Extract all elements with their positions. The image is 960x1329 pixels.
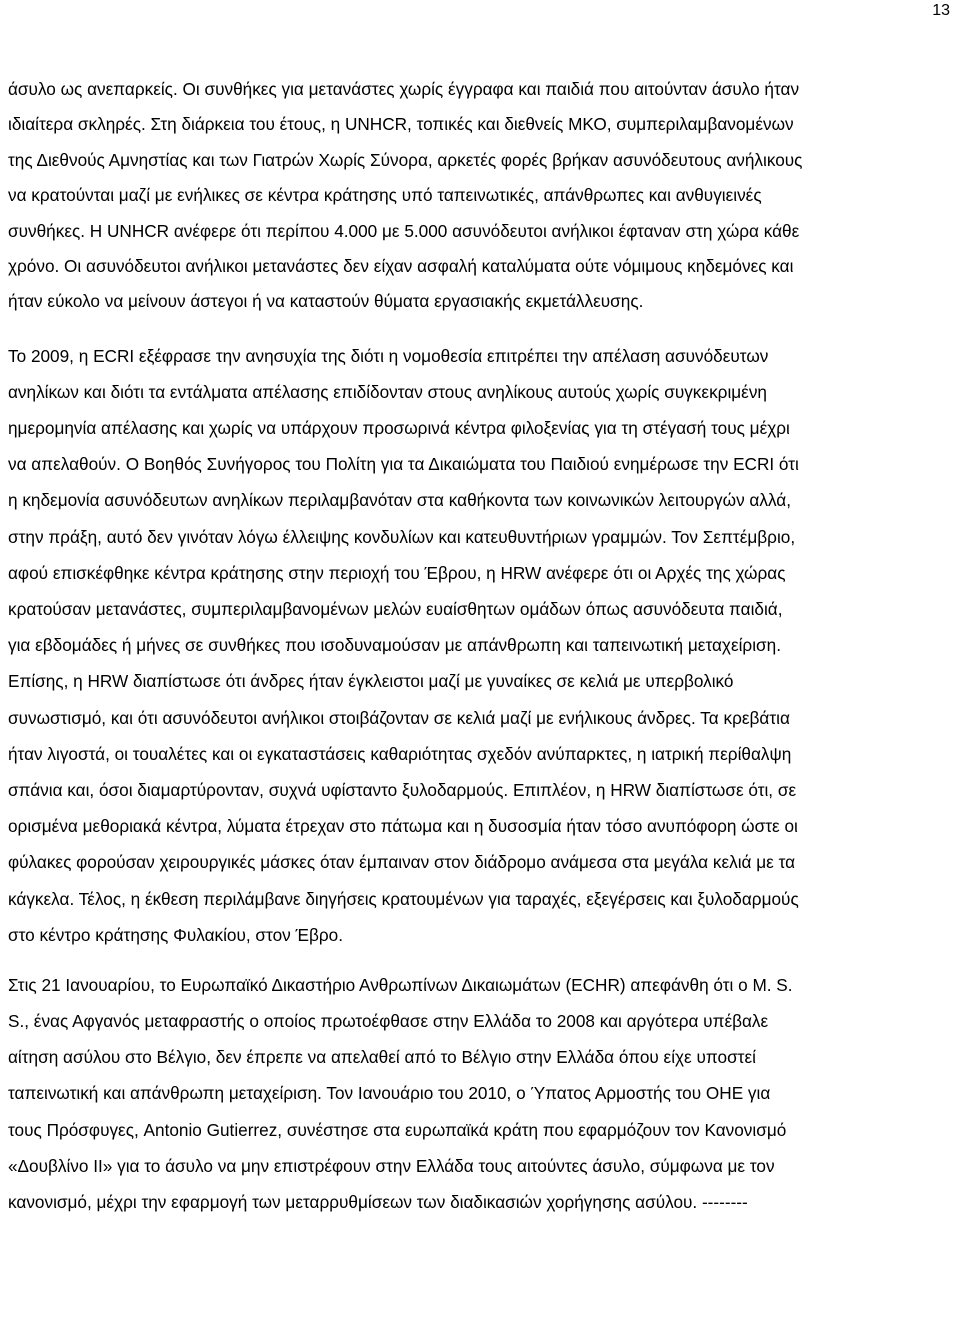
text-line: Στις 21 Ιανουαρίου, το Ευρωπαϊκό Δικαστήριο Ανθρωπίνων Δικαιωμάτων (ECHR) απεφάνθη ότι ο Μ. S. bbox=[8, 974, 793, 995]
text-line: ιδιαίτερα σκληρές. Στη διάρκεια του έτους, η UNHCR, τοπικές και διεθνείς ΜΚΟ, συμπεριλαμβανομένων bbox=[8, 114, 794, 135]
text-line: ορισμένα μεθοριακά κέντρα, λύματα έτρεχαν στο πάτωμα και η δυσοσμία ήταν τόσο ανυπόφορη ώστε οι bbox=[8, 816, 798, 837]
text-line: στην πράξη, αυτό δεν γινόταν λόγω έλλειψης κονδυλίων και κατευθυντήριων γραμμών. Τον Σεπτέμβριο, bbox=[8, 526, 796, 547]
text-line: ήταν εύκολο να μείνουν άστεγοι ή να καταστούν θύματα εργασιακής εκμετάλλευσης. bbox=[8, 291, 644, 312]
text-line: αφού επισκέφθηκε κέντρα κράτησης στην περιοχή του Έβρου, η HRW ανέφερε ότι οι Αρχές της χώρας bbox=[8, 562, 786, 583]
document-body bbox=[8, 72, 952, 1220]
text-line: συνωστισμό, και ότι ασυνόδευτοι ανήλικοι στοιβάζονταν σε κελιά μαζί με ενήλικους άνδρες. Τα κρεβάτια bbox=[8, 707, 790, 728]
paragraph-gap bbox=[8, 953, 952, 967]
paragraph-gap bbox=[8, 320, 952, 338]
paragraph-1 bbox=[8, 72, 952, 320]
paragraph-3 bbox=[8, 967, 952, 1220]
text-line: σπάνια και, όσοι διαμαρτύρονταν, συχνά υφίσταντο ξυλοδαρμούς. Επιπλέον, η HRW διαπίστωσε ότι, σε bbox=[8, 779, 797, 800]
text-line: της Διεθνούς Αμνηστίας και των Γιατρών Χωρίς Σύνορα, αρκετές φορές βρήκαν ασυνόδευτους ανήλικους bbox=[8, 149, 803, 170]
text-line: άσυλο ως ανεπαρκείς. Οι συνθήκες για μετανάστες χωρίς έγγραφα και παιδιά που αιτούνταν άσυλο ήταν bbox=[8, 79, 800, 99]
text-line: τους Πρόσφυγες, Antonio Gutierrez, συνέστησε στα ευρωπαϊκά κράτη που εφαρμόζουν τον Κανονισμό bbox=[8, 1119, 787, 1140]
text-line: συνθήκες. Η UNHCR ανέφερε ότι περίπου 4.000 με 5.000 ασυνόδευτοι ανήλικοι έφταναν στη χώρα κάθε bbox=[8, 220, 800, 241]
text-line: ήταν λιγοστά, οι τουαλέτες και οι εγκαταστάσεις καθαριότητας σχεδόν ανύπαρκτες, η ιατρική περίθαλψη bbox=[8, 743, 792, 764]
text-line: S., ένας Αφγανός μεταφραστής ο οποίος πρωτοέφθασε στην Ελλάδα το 2008 και αργότερα υπέβαλε bbox=[8, 1011, 769, 1032]
text-line: να απελαθούν. Ο Βοηθός Συνήγορος του Πολίτη για τα Δικαιώματα του Παιδιού ενημέρωσε την ECRI ότι bbox=[8, 454, 799, 475]
text-line: για εβδομάδες ή μήνες σε συνθήκες που ισοδυναμούσαν με απάνθρωπη και ταπεινωτική μεταχείριση. bbox=[8, 635, 781, 656]
text-line: η κηδεμονία ασυνόδευτων ανηλίκων περιλαμβανόταν στα καθήκοντα των κοινωνικών λειτουργών αλλά, bbox=[8, 490, 792, 511]
text-line: να κρατούνται μαζί με ενήλικες σε κέντρα κράτησης υπό ταπεινωτικές, απάνθρωπες και ανθυγιεινές bbox=[8, 185, 762, 206]
paragraph-2 bbox=[8, 338, 952, 953]
text-line: κρατούσαν μετανάστες, συμπεριλαμβανομένων μελών ευαίσθητων ομάδων όπως ασυνόδευτα παιδιά, bbox=[8, 599, 783, 620]
page-number: 13 bbox=[932, 2, 950, 19]
text-line: ημερομηνία απέλασης και χωρίς να υπάρχουν προσωρινά κέντρα φιλοξενίας για τη στέγασή τους μέχρι bbox=[8, 418, 790, 439]
text-line: «Δουβλίνο ΙΙ» για το άσυλο να μην επιστρέφουν στην Ελλάδα τους αιτούντες άσυλο, σύμφωνα με τον bbox=[8, 1155, 775, 1176]
text-line: κάγκελα. Τέλος, η έκθεση περιλάμβανε διηγήσεις κρατουμένων για ταραχές, εξεγέρσεις και ξυλοδαρμούς bbox=[8, 888, 799, 909]
text-line: Το 2009, η ECRI εξέφρασε την ανησυχία της διότι η νομοθεσία επιτρέπει την απέλαση ασυνόδευτων bbox=[8, 345, 769, 366]
text-line: φύλακες φορούσαν χειρουργικές μάσκες όταν έμπαιναν στον διάδρομο ανάμεσα στα μεγάλα κελιά με τα bbox=[8, 852, 796, 873]
text-line: κανονισμό, μέχρι την εφαρμογή των μεταρρυθμίσεων των διαδικασιών χορήγησης ασύλου. -------- bbox=[8, 1192, 748, 1213]
text-line: αίτηση ασύλου στο Βέλγιο, δεν έπρεπε να απελαθεί από το Βέλγιο στην Ελλάδα όπου είχε υποστεί bbox=[8, 1047, 756, 1068]
text-line: χρόνο. Οι ασυνόδευτοι ανήλικοι μετανάστες δεν είχαν ασφαλή καταλύματα ούτε νόμιμους κηδεμόνες και bbox=[8, 255, 794, 276]
text-line: στο κέντρο κράτησης Φυλακίου, στον Έβρο. bbox=[8, 924, 343, 945]
text-line: ταπεινωτική και απάνθρωπη μεταχείριση. Τον Ιανουάριο του 2010, ο Ύπατος Αρμοστής του ΟΗΕ για bbox=[8, 1083, 771, 1104]
text-line: Επίσης, η HRW διαπίστωσε ότι άνδρες ήταν έγκλειστοι μαζί με γυναίκες σε κελιά με υπερβολικό bbox=[8, 671, 734, 692]
text-line: ανηλίκων και διότι τα εντάλματα απέλασης επιδίδονταν στους ανηλίκους αυτούς χωρίς συγκεκριμένη bbox=[8, 381, 767, 402]
